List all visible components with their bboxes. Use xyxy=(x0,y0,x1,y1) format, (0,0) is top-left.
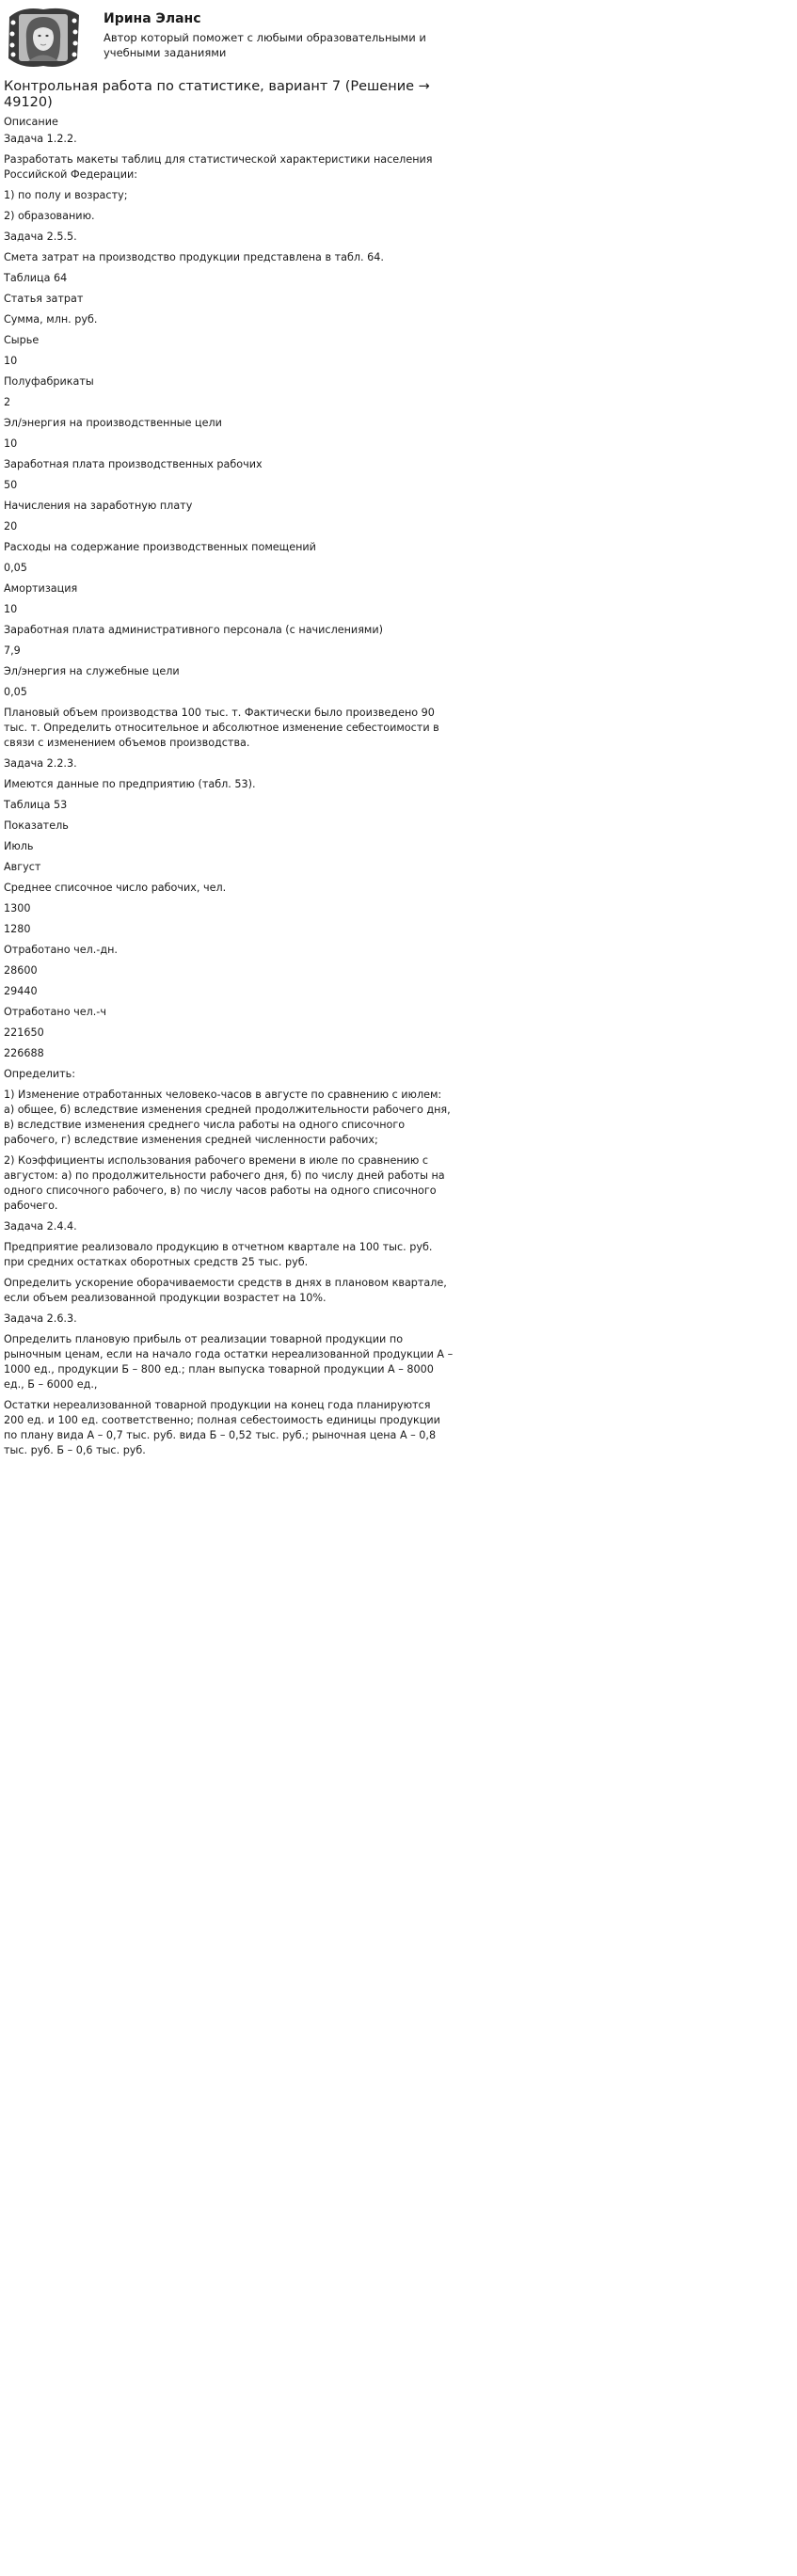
paragraph: Плановый объем производства 100 тыс. т. Фактически было произведено 90 тыс. т. Определить относительное и абсолютное изменение себестоимости в связи с изменением объемов производства. xyxy=(4,707,439,749)
paragraph: Определить: xyxy=(4,1068,76,1080)
paragraph: Начисления на заработную плату xyxy=(4,500,193,512)
paragraph: Показатель xyxy=(4,819,69,832)
paragraph: 1300 xyxy=(4,902,31,914)
paragraph: Задача 2.2.3. xyxy=(4,757,77,770)
paragraph: 2 xyxy=(4,396,11,408)
paragraph: Остатки нереализованной товарной продукции на конец года планируются 200 ед. и 100 ед. соответственно; полная себестоимость единицы продукции по плану вида А – 0,7 тыс. руб. вида Б – 0,52 тыс. руб.; рыночная цена А – 0,8 тыс. руб. Б – 0,6 тыс. руб. xyxy=(4,1399,440,1456)
paragraph: Сумма, млн. руб. xyxy=(4,313,98,326)
paragraph: 1280 xyxy=(4,923,31,935)
paragraph: Задача 2.4.4. xyxy=(4,1220,77,1232)
paragraph: 50 xyxy=(4,479,18,491)
paragraph: Отработано чел.-дн. xyxy=(4,944,118,956)
paragraph: Таблица 53 xyxy=(4,799,68,811)
paragraph: Эл/энергия на служебные цели xyxy=(4,665,180,677)
page-title: Контрольная работа по статистике, вариант 7 (Решение → 49120) xyxy=(4,79,430,110)
paragraph: Таблица 64 xyxy=(4,272,68,284)
paragraph: 2) Коэффициенты использования рабочего времени в июле по сравнению с августом: а) по продолжительности рабочего дня, б) по числу дней работы на одного списочного рабочего, в) по числу часов работы на одного списочного рабочего. xyxy=(4,1154,445,1212)
paragraph: Имеются данные по предприятию (табл. 53). xyxy=(4,778,256,790)
author-description: Автор который поможет с любыми образовательными и учебными заданиями xyxy=(104,31,426,59)
description-body xyxy=(4,115,454,1464)
author-name[interactable]: Ирина Эланс xyxy=(104,11,201,26)
paragraph: Задача 2.5.5. xyxy=(4,231,77,243)
paragraph: Смета затрат на производство продукции представлена в табл. 64. xyxy=(4,251,384,263)
paragraph: 7,9 xyxy=(4,644,21,657)
author-card[interactable] xyxy=(4,4,454,72)
paragraph-list xyxy=(4,132,454,1458)
paragraph: Отработано чел.-ч xyxy=(4,1006,106,1018)
page xyxy=(0,0,458,1482)
paragraph: Сырье xyxy=(4,334,40,346)
paragraph: Разработать макеты таблиц для статистической характеристики населения Российской Федерации: xyxy=(4,153,433,181)
paragraph: 20 xyxy=(4,520,18,533)
paragraph: 10 xyxy=(4,603,18,615)
paragraph: Июль xyxy=(4,840,34,852)
paragraph: 2) образованию. xyxy=(4,210,95,222)
section-label: Описание xyxy=(4,116,58,128)
paragraph: 1) по полу и возрасту; xyxy=(4,189,128,201)
paragraph: Заработная плата административного персонала (с начислениями) xyxy=(4,624,384,636)
paragraph: Задача 2.6.3. xyxy=(4,1312,77,1325)
paragraph: 10 xyxy=(4,437,18,450)
paragraph: 221650 xyxy=(4,1026,44,1039)
paragraph: Среднее списочное число рабочих, чел. xyxy=(4,882,227,894)
paragraph: 10 xyxy=(4,355,18,367)
paragraph: 28600 xyxy=(4,964,38,977)
paragraph: 29440 xyxy=(4,985,38,997)
paragraph: Предприятие реализовало продукцию в отчетном квартале на 100 тыс. руб. при средних остатках оборотных средств 25 тыс. руб. xyxy=(4,1241,433,1268)
paragraph: Амортизация xyxy=(4,582,78,595)
paragraph: Эл/энергия на производственные цели xyxy=(4,417,222,429)
paragraph: 1) Изменение отработанных человеко-часов в августе по сравнению с июлем: а) общее, б) вследствие изменения средней продолжительности рабочего дня, в) вследствие изменения среднего числа работы на одного списочного рабочего, г) вследствие изменения средней численности рабочих; xyxy=(4,1089,451,1146)
paragraph: 226688 xyxy=(4,1047,44,1059)
author-avatar[interactable] xyxy=(4,4,83,72)
paragraph: Статья затрат xyxy=(4,293,84,305)
paragraph: Определить ускорение оборачиваемости средств в днях в плановом квартале, если объем реализованной продукции возрастет на 10%. xyxy=(4,1277,447,1304)
paragraph: 0,05 xyxy=(4,562,27,574)
paragraph: Заработная плата производственных рабочих xyxy=(4,458,263,470)
paragraph: Август xyxy=(4,861,41,873)
paragraph: 0,05 xyxy=(4,686,27,698)
paragraph: Расходы на содержание производственных помещений xyxy=(4,541,316,553)
paragraph: Полуфабрикаты xyxy=(4,375,94,388)
paragraph: Определить плановую прибыль от реализации товарной продукции по рыночным ценам, если на начало года остатки нереализованной продукции А – 1000 ед., продукции Б – 800 ед.; план выпуска товарной продукции А – 8000 ед., Б – 6000 ед., xyxy=(4,1333,454,1391)
paragraph: Задача 1.2.2. xyxy=(4,133,77,145)
